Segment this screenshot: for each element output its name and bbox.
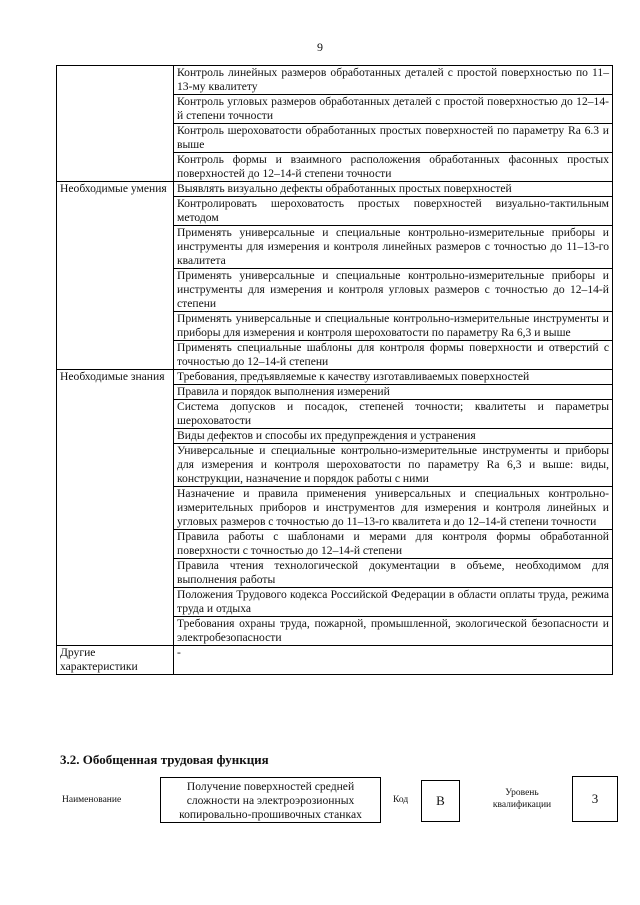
code-label: Код	[393, 795, 409, 805]
row-item: Назначение и правила применения универсальных и специальных контрольно-измерительных приборов и инструментов для измерения и контроля линейных и угловых размеров с точностью до 11–13-го квалитета и до 12–14-й степени точности	[174, 487, 613, 530]
row-item: Контроль угловых размеров обработанных деталей с простой поверхностью до 12–14-й степени точности	[174, 95, 613, 124]
table-row	[57, 646, 613, 675]
row-item: Применять универсальные и специальные контрольно-измерительные приборы и инструменты для измерения и контроля линейных размеров с точностью до 11–13-го квалитета	[174, 226, 613, 269]
level-value-box: 3	[572, 776, 618, 822]
table-row	[57, 182, 613, 197]
row-category: Необходимые умения	[57, 182, 174, 370]
name-value-box: Получение поверхностей средней сложности на электроэрозионных копировально-прошивочных станках	[160, 777, 381, 823]
row-item: Правила работы с шаблонами и мерами для контроля формы обработанной поверхности с точностью до 12–14-й степени	[174, 530, 613, 559]
row-category: Другие характеристики	[57, 646, 174, 675]
row-item: Правила и порядок выполнения измерений	[174, 385, 613, 400]
row-item: Контроль формы и взаимного расположения обработанных фасонных простых поверхностей до 12–14-й степени точности	[174, 153, 613, 182]
row-item: Требования, предъявляемые к качеству изготавливаемых поверхностей	[174, 370, 613, 385]
table-row	[57, 370, 613, 385]
row-item: Контролировать шероховатость простых поверхностей визуально-тактильным методом	[174, 197, 613, 226]
level-label: Уровень квалификации	[492, 788, 552, 810]
row-item: Виды дефектов и способы их предупреждения и устранения	[174, 429, 613, 444]
row-item: Система допусков и посадок, степеней точности; квалитеты и параметры шероховатости	[174, 400, 613, 429]
row-item: Положения Трудового кодекса Российской Федерации в области оплаты труда, режима труда и отдыха	[174, 588, 613, 617]
row-item: Выявлять визуально дефекты обработанных простых поверхностей	[174, 182, 613, 197]
row-item: Применять специальные шаблоны для контроля формы поверхности и отверстий с точностью до 12–14-й степени	[174, 341, 613, 370]
row-item: Универсальные и специальные контрольно-измерительные инструменты и приборы для измерения и контроля шероховатости по параметру Ra 6,3 и выше: виды, конструкции, назначение и порядок работы с ними	[174, 444, 613, 487]
row-item: Применять универсальные и специальные контрольно-измерительные инструменты и приборы для измерения и контроля шероховатости по параметру Ra 6,3 и выше	[174, 312, 613, 341]
row-item: Контроль линейных размеров обработанных деталей с простой поверхностью по 11–13-му квалитету	[174, 66, 613, 95]
name-label: Наименование	[62, 795, 122, 805]
table-row	[57, 66, 613, 95]
row-item: Правила чтения технологической документации в объеме, необходимом для выполнения работы	[174, 559, 613, 588]
code-value-box: B	[421, 780, 460, 822]
row-item: -	[174, 646, 613, 675]
row-category	[57, 66, 174, 182]
page-number: 9	[317, 40, 323, 54]
section-title: 3.2. Обобщенная трудовая функция	[60, 752, 269, 767]
row-item: Контроль шероховатости обработанных простых поверхностей по параметру Ra 6.3 и выше	[174, 124, 613, 153]
row-item: Применять универсальные и специальные контрольно-измерительные приборы и инструменты для измерения и контроля угловых размеров с точностью до 12–14-й степени	[174, 269, 613, 312]
row-item: Требования охраны труда, пожарной, промышленной, экологической безопасности и электробезопасности	[174, 617, 613, 646]
competency-table	[56, 65, 613, 675]
row-category: Необходимые знания	[57, 370, 174, 646]
